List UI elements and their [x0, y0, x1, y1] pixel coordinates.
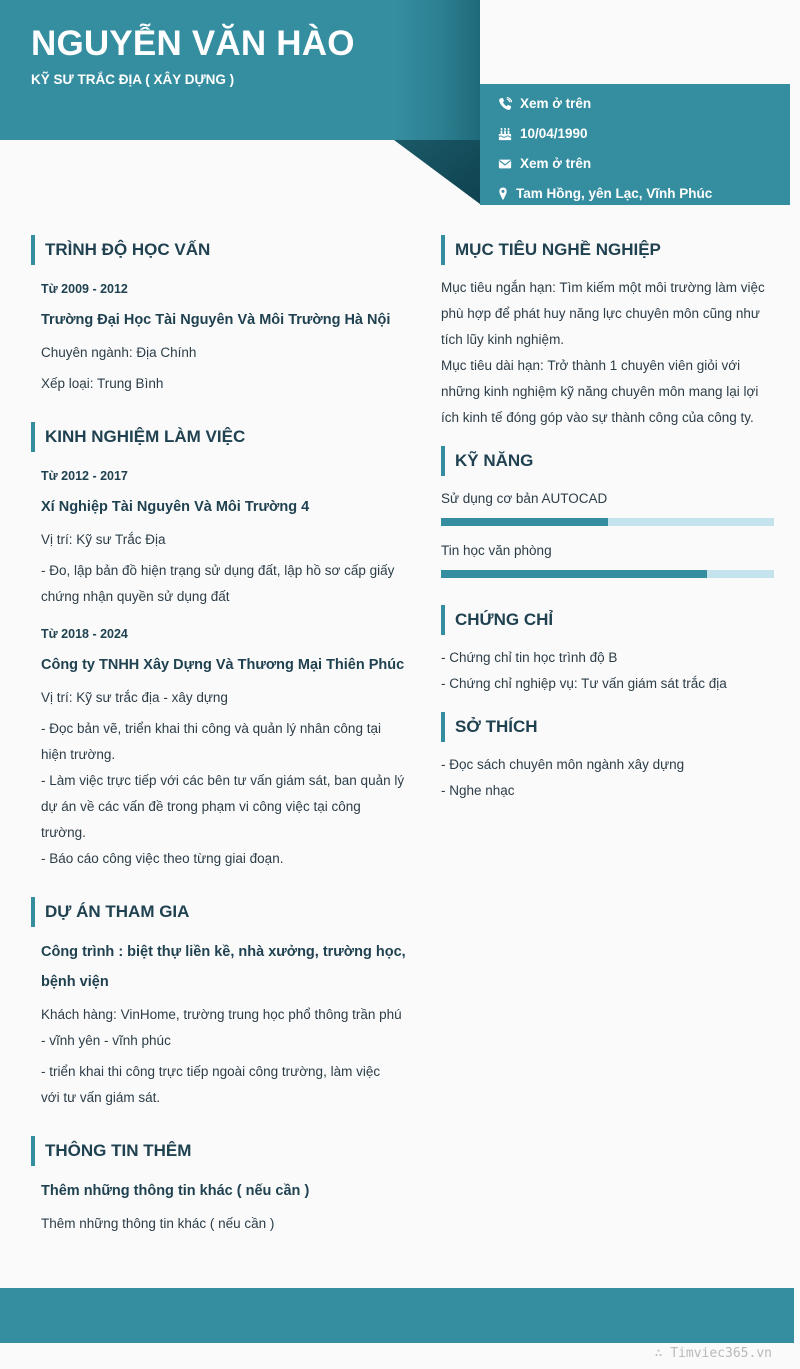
header-fold	[394, 0, 480, 140]
education-school: Trường Đại Học Tài Nguyên Và Môi Trường Hà Nội	[41, 312, 391, 328]
section-education-title: TRÌNH ĐỘ HỌC VẤN	[31, 235, 210, 265]
project-name-line: Công trình : biệt thự liền kề, nhà xưởng, trường học,	[41, 944, 406, 960]
education-grade: Xếp loại: Trung Bình	[41, 376, 164, 391]
skill-bar-fill	[441, 518, 608, 526]
section-certificates-title: CHỨNG CHỈ	[441, 605, 553, 635]
project-name-line: bệnh viện	[41, 974, 109, 990]
project-desc-line: với tư vấn giám sát.	[41, 1090, 161, 1105]
contact-birthday	[498, 126, 588, 141]
candidate-role: KỸ SƯ TRẮC ĐỊA ( XÂY DỰNG )	[31, 72, 235, 87]
skill-bar	[441, 570, 774, 578]
extra-text: Thêm những thông tin khác ( nếu cần )	[41, 1216, 275, 1231]
project-client-line: Khách hàng: VinHome, trường trung học phổ thông trần phú	[41, 1007, 402, 1022]
skill-label: Tin học văn phòng	[441, 543, 552, 558]
contact-address	[498, 186, 712, 201]
certificate-item: - Chứng chỉ tin học trình độ B	[441, 650, 618, 665]
contact-email-text: Xem ở trên	[520, 156, 592, 171]
header-fold-corner	[394, 140, 480, 204]
job-position: Vị trí: Kỹ sư Trắc Địa	[41, 532, 166, 547]
contact-panel	[480, 84, 790, 205]
contact-phone-text: Xem ở trên	[520, 96, 592, 111]
certificate-item: - Chứng chỉ nghiệp vụ: Tư vấn giám sát trắc địa	[441, 676, 727, 691]
job-desc-line: - Làm việc trực tiếp với các bên tư vấn giám sát, ban quản lý	[41, 773, 405, 788]
job-date: Từ 2018 - 2024	[41, 627, 128, 641]
objective-line: Mục tiêu ngắn hạn: Tìm kiếm một môi trường làm việc	[441, 280, 765, 295]
job-company: Công ty TNHH Xây Dựng Và Thương Mại Thiên Phúc	[41, 657, 405, 673]
job-position: Vị trí: Kỹ sư trắc địa - xây dựng	[41, 690, 228, 705]
section-objective-title: MỤC TIÊU NGHỀ NGHIỆP	[441, 235, 661, 265]
watermark-logo: ∴ Timviec365.vn	[654, 1346, 772, 1361]
objective-line: Mục tiêu dài hạn: Trở thành 1 chuyên viên giỏi với	[441, 358, 741, 373]
job-desc-line: - Đọc bản vẽ, triển khai thi công và quản lý nhân công tại	[41, 721, 381, 736]
skill-bar	[441, 518, 774, 526]
job-desc-line: trường.	[41, 825, 86, 840]
extra-heading: Thêm những thông tin khác ( nếu cần )	[41, 1183, 310, 1199]
job-desc-line: - Đo, lập bản đồ hiện trạng sử dụng đất, lập hồ sơ cấp giấy	[41, 563, 395, 578]
education-major: Chuyên ngành: Địa Chính	[41, 345, 197, 360]
job-company: Xí Nghiệp Tài Nguyên Và Môi Trường 4	[41, 499, 310, 515]
section-experience-title: KINH NGHIỆM LÀM VIỆC	[31, 422, 245, 452]
hobby-item: - Nghe nhạc	[441, 783, 515, 798]
section-hobbies-title: SỞ THÍCH	[441, 712, 538, 742]
job-desc-line: - Báo cáo công việc theo từng giai đoạn.	[41, 851, 284, 866]
job-desc-line: dự án về các vấn đề trong phạm vi công việc tại công	[41, 799, 361, 814]
phone-icon	[498, 97, 512, 111]
contact-email	[498, 156, 591, 171]
project-client-line: - vĩnh yên - vĩnh phúc	[41, 1033, 171, 1048]
contact-phone	[498, 96, 591, 111]
candidate-name: NGUYỄN VĂN HÀO	[31, 24, 355, 63]
map-pin-icon	[498, 187, 508, 201]
job-desc-line: hiện trường.	[41, 747, 116, 762]
section-projects-title: DỰ ÁN THAM GIA	[31, 897, 189, 927]
objective-line: ích kinh tế đóng góp vào sự thành công của công ty.	[441, 410, 754, 425]
section-extra-title: THÔNG TIN THÊM	[31, 1136, 191, 1166]
skill-bar-fill	[441, 570, 707, 578]
job-date: Từ 2012 - 2017	[41, 469, 128, 483]
objective-line: tích lũy kinh nghiệm.	[441, 332, 565, 347]
job-desc-line: chứng nhận quyền sử dụng đất	[41, 589, 230, 604]
objective-line: phù hợp để phát huy năng lực chuyên môn cũng như	[441, 306, 760, 321]
envelope-icon	[498, 157, 512, 171]
contact-address-text: Tam Hồng, yên Lạc, Vĩnh Phúc	[516, 186, 713, 201]
objective-line: những kinh nghiệm kỹ năng chuyên môn mang lại lợi	[441, 384, 759, 399]
hobby-item: - Đọc sách chuyên môn ngành xây dựng	[441, 757, 685, 772]
skill-label: Sử dụng cơ bản AUTOCAD	[441, 491, 608, 506]
contact-birthday-text: 10/04/1990	[520, 126, 588, 141]
birthday-cake-icon	[498, 127, 512, 141]
footer-band	[0, 1288, 794, 1343]
section-skills-title: KỸ NĂNG	[441, 446, 533, 476]
education-date: Từ 2009 - 2012	[41, 282, 128, 296]
project-desc-line: - triển khai thi công trực tiếp ngoài công trường, làm việc	[41, 1064, 381, 1079]
